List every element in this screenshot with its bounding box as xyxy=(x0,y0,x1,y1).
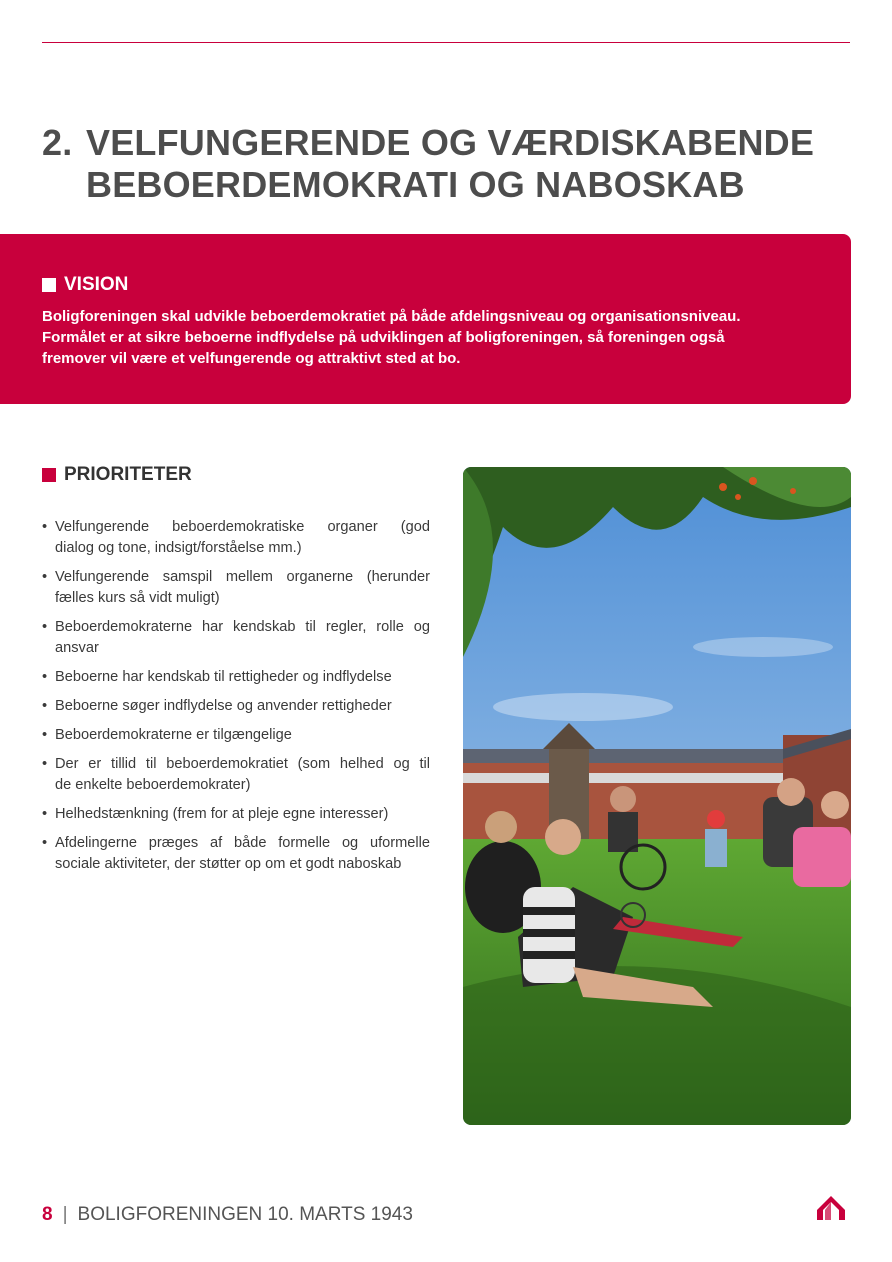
list-item xyxy=(42,725,430,746)
page-number: 8 xyxy=(42,1204,53,1225)
vision-heading-text: VISION xyxy=(64,274,129,295)
item-line-1: Afdelingerne præges af både formelle og uformelle xyxy=(55,835,430,851)
top-rule xyxy=(42,42,850,43)
item-line-1: Beboerdemokraterne har kendskab til regler, rolle og xyxy=(55,619,430,635)
vision-box xyxy=(0,234,851,404)
bullet: • xyxy=(42,569,48,585)
list-item xyxy=(42,754,430,796)
chapter-title xyxy=(42,122,842,206)
vision-line: Boligforeningen skal udvikle beboerdemokratiet på både afdelingsniveau og organisationsniveau. xyxy=(42,308,741,325)
item-line-2: sociale aktiviteter, der støtter op om et godt naboskab xyxy=(55,856,402,872)
bullet: • xyxy=(42,698,48,714)
item-line-1: Velfungerende beboerdemokratiske organer (god xyxy=(55,519,430,535)
item-line-1: Beboerne har kendskab til rettigheder og indflydelse xyxy=(55,669,392,685)
list-item xyxy=(42,833,430,875)
chapter-title-line-1: VELFUNGERENDE OG VÆRDISKABENDE xyxy=(86,122,815,163)
item-line-2: de enkelte beboerdemokrater) xyxy=(55,777,251,793)
item-line-1: Velfungerende samspil mellem organerne (herunder xyxy=(55,569,430,585)
bullet: • xyxy=(42,806,48,822)
house-roof-logo-icon xyxy=(815,1190,847,1222)
vision-body xyxy=(42,306,822,369)
item-line-1: Beboerdemokraterne er tilgængelige xyxy=(55,727,292,743)
bullet: • xyxy=(42,619,48,635)
vision-heading xyxy=(42,274,128,296)
list-item xyxy=(42,667,430,688)
bullet: • xyxy=(42,669,48,685)
list-item xyxy=(42,517,430,559)
item-line-2: ansvar xyxy=(55,640,99,656)
bullet: • xyxy=(42,727,48,743)
photo-residents-on-lawn xyxy=(463,467,851,1125)
priorities-heading-text: PRIORITETER xyxy=(64,464,192,485)
page-footer xyxy=(42,1203,413,1227)
vision-line: fremover vil være et velfungerende og attraktivt sted at bo. xyxy=(42,350,461,367)
bullet: • xyxy=(42,519,48,535)
chapter-title-line-2: BEBOERDEMOKRATI OG NABOSKAB xyxy=(86,164,745,205)
vision-line: Formålet er at sikre beboerne indflydelse på udviklingen af boligforeningen, så foreningen også xyxy=(42,329,725,346)
list-item xyxy=(42,567,430,609)
item-line-2: dialog og tone, indsigt/forståelse mm.) xyxy=(55,540,302,556)
list-item xyxy=(42,804,430,825)
item-line-1: Der er tillid til beboerdemokratiet (som helhed og til xyxy=(55,756,430,772)
priorities-list xyxy=(42,517,430,883)
list-item xyxy=(42,617,430,659)
item-line-2: fælles kurs så vidt muligt) xyxy=(55,590,220,606)
item-line-1: Helhedstænkning (frem for at pleje egne interesser) xyxy=(55,806,389,822)
list-item xyxy=(42,696,430,717)
footer-separator: | xyxy=(62,1204,68,1225)
footer-publisher: BOLIGFORENINGEN 10. MARTS 1943 xyxy=(77,1204,413,1225)
bullet: • xyxy=(42,756,48,772)
bullet: • xyxy=(42,835,48,851)
priorities-heading xyxy=(42,464,192,486)
square-bullet-icon xyxy=(42,278,56,292)
item-line-1: Beboerne søger indflydelse og anvender rettigheder xyxy=(55,698,392,714)
chapter-number: 2. xyxy=(42,122,73,163)
square-bullet-icon xyxy=(42,468,56,482)
